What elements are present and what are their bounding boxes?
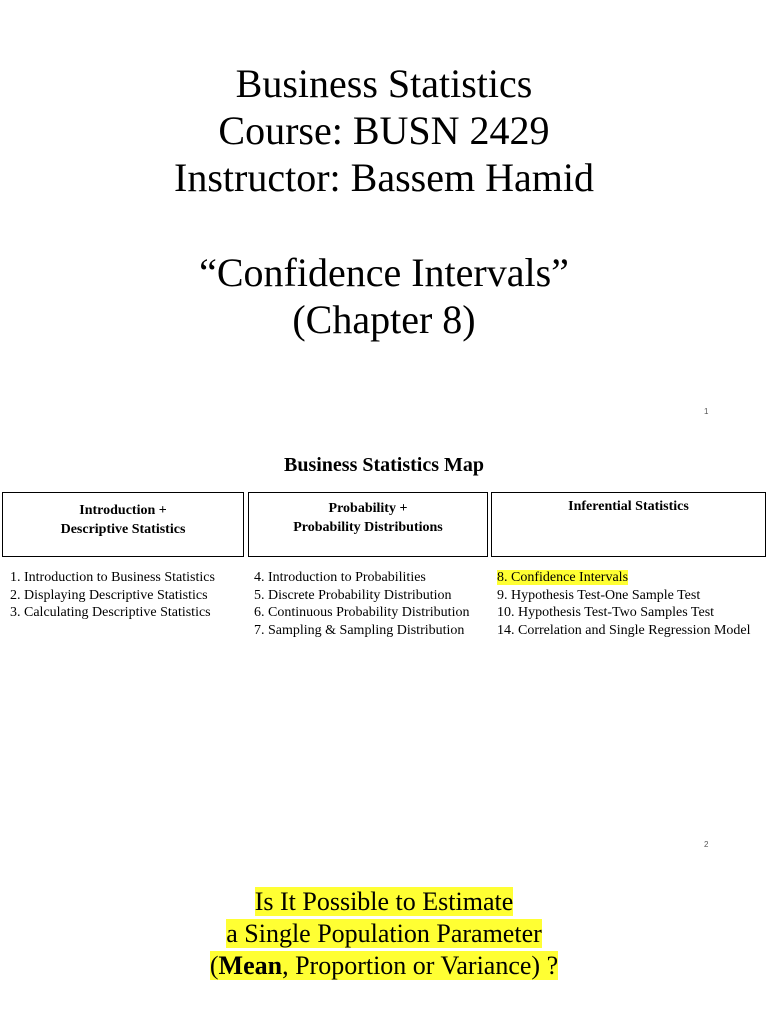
map-title: Business Statistics Map bbox=[283, 454, 485, 476]
question-text bbox=[0, 886, 768, 982]
column-header-line: Probability Distributions bbox=[293, 520, 443, 535]
list-item: 5. Discrete Probability Distribution bbox=[254, 587, 452, 603]
list-item: 10. Hypothesis Test-Two Samples Test bbox=[497, 605, 715, 620]
topic-title: “Confidence Intervals” bbox=[199, 250, 569, 295]
page-number: 1 bbox=[704, 407, 709, 416]
question-line-rest: , Proportion or Variance) ? bbox=[282, 951, 559, 980]
question-line: Is It Possible to Estimate bbox=[254, 887, 514, 916]
question-line bbox=[210, 951, 558, 980]
list-item: 9. Hypothesis Test-One Sample Test bbox=[497, 587, 701, 603]
list-item: 2. Displaying Descriptive Statistics bbox=[10, 587, 208, 603]
column-header-line: Inferential Statistics bbox=[568, 499, 689, 514]
list-item: 7. Sampling & Sampling Distribution bbox=[254, 622, 465, 638]
title-slide bbox=[0, 0, 768, 430]
open-paren: ( bbox=[209, 951, 219, 980]
column-header-probability bbox=[248, 492, 488, 557]
topic-list-descriptive bbox=[10, 569, 215, 622]
title-spacer bbox=[0, 201, 768, 249]
list-item: 3. Calculating Descriptive Statistics bbox=[10, 605, 211, 620]
highlighted-topic: 8. Confidence Intervals bbox=[497, 570, 629, 585]
list-item: 1. Introduction to Business Statistics bbox=[10, 570, 215, 585]
column-header-line: Descriptive Statistics bbox=[60, 522, 186, 537]
emphasized-mean: Mean bbox=[218, 951, 283, 980]
instructor-name: Instructor: Bassem Hamid bbox=[174, 155, 594, 200]
column-header-inferential bbox=[491, 492, 766, 557]
topic-list-inferential bbox=[497, 569, 751, 639]
column-header-line: Introduction + bbox=[79, 503, 167, 518]
statistics-map-slide bbox=[0, 430, 768, 860]
list-item: 14. Correlation and Single Regression Model bbox=[497, 622, 751, 638]
course-code: Course: BUSN 2429 bbox=[218, 108, 550, 153]
list-item: 4. Introduction to Probabilities bbox=[254, 570, 426, 585]
chapter-label: (Chapter 8) bbox=[292, 297, 476, 342]
question-line: a Single Population Parameter bbox=[226, 919, 542, 948]
question-slide bbox=[0, 860, 768, 1024]
list-item: 6. Continuous Probability Distribution bbox=[254, 605, 470, 620]
course-title: Business Statistics bbox=[235, 61, 533, 106]
page-number: 2 bbox=[704, 840, 709, 849]
column-header-descriptive bbox=[2, 492, 244, 557]
list-item-highlighted bbox=[497, 569, 751, 587]
column-header-line: Probability + bbox=[328, 501, 408, 516]
slide-title-block bbox=[0, 60, 768, 343]
topic-list-probability bbox=[254, 569, 469, 639]
